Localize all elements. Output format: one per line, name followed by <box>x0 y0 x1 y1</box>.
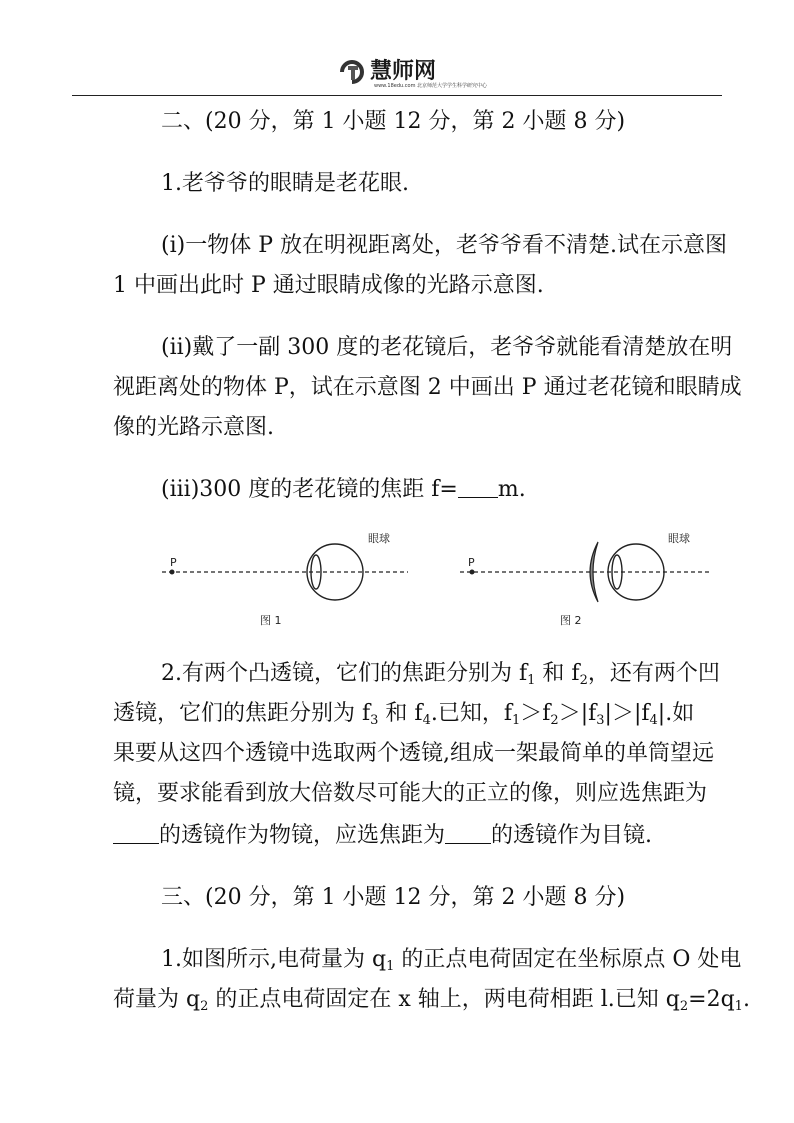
figure-2-drawing <box>458 540 718 630</box>
header-rule <box>72 95 722 96</box>
s2-q1-i-line1: (i)一物体 P 放在明视距离处，老爷爷看不清楚.试在示意图 <box>161 233 727 258</box>
fig2-caption: 图 2 <box>560 614 582 627</box>
s2-q2-line1: 2.有两个凸透镜，它们的焦距分别为 $f_1$ 和 $f_2$，还有两个凹 <box>161 661 720 688</box>
logo-url: www.18edu.com 北京师范大学学生科学研究中心 <box>374 83 488 89</box>
eyepiece-blank <box>445 823 491 844</box>
section2-heading: 二、(20 分，第 1 小题 12 分，第 2 小题 8 分) <box>161 109 626 134</box>
s3-q1-line1: 1.如图所示,电荷量为 $q_1$ 的正点电荷固定在坐标原点 O 处电 <box>161 947 742 974</box>
fig1-eye-label: 眼球 <box>368 532 390 545</box>
s2-q1-ii-line2: 视距离处的物体 P，试在示意图 2 中画出 P 通过老花镜和眼睛成 <box>113 375 742 400</box>
s3-q1-line2: 荷量为 $q_2$ 的正点电荷固定在 x 轴上，两电荷相距 l.已知 $q_2=2q_1$. <box>113 987 750 1014</box>
objective-blank <box>113 823 159 844</box>
fig2-point-label: P <box>468 556 475 569</box>
s2-q1-iii: (iii)300 度的老花镜的焦距 f= m. <box>161 477 526 502</box>
site-logo <box>338 58 488 89</box>
logo-text: 慧师网 <box>370 59 437 84</box>
answer-blank <box>458 477 498 498</box>
logo-mark-icon <box>338 58 366 86</box>
section3-heading: 三、(20 分，第 1 小题 12 分，第 2 小题 8 分) <box>161 885 626 910</box>
fig2-eye-label: 眼球 <box>668 532 690 545</box>
figure-1-drawing <box>150 540 420 630</box>
s2-q1-title: 1.老爷爷的眼睛是老花眼. <box>161 171 409 196</box>
figure-1 <box>150 532 420 630</box>
s2-q2-line3: 果要从这四个透镜中选取两个透镜,组成一架最简单的单筒望远 <box>113 741 714 766</box>
s2-q1-ii-line3: 像的光路示意图. <box>113 415 274 440</box>
s2-q2-line2: 透镜，它们的焦距分别为 $f_3$ 和 $f_4$.已知，$f_1>f_2>|f_3|>|f_4|$.如 <box>113 701 695 728</box>
s2-q2-line5: 的透镜作为物镜，应选焦距为 的透镜作为目镜. <box>113 822 652 850</box>
fig1-caption: 图 1 <box>260 614 282 627</box>
s2-q2-line4: 镜，要求能看到放大倍数尽可能大的正立的像，则应选焦距为 <box>113 781 708 806</box>
page-header <box>0 0 794 100</box>
s2-q1-ii-line1: (ii)戴了一副 300 度的老花镜后，老爷爷就能看清楚放在明 <box>161 335 733 360</box>
fig1-point-label: P <box>170 556 177 569</box>
s2-q1-i-line2: 1 中画出此时 P 通过眼睛成像的光路示意图. <box>113 273 544 298</box>
figure-2 <box>458 532 718 630</box>
